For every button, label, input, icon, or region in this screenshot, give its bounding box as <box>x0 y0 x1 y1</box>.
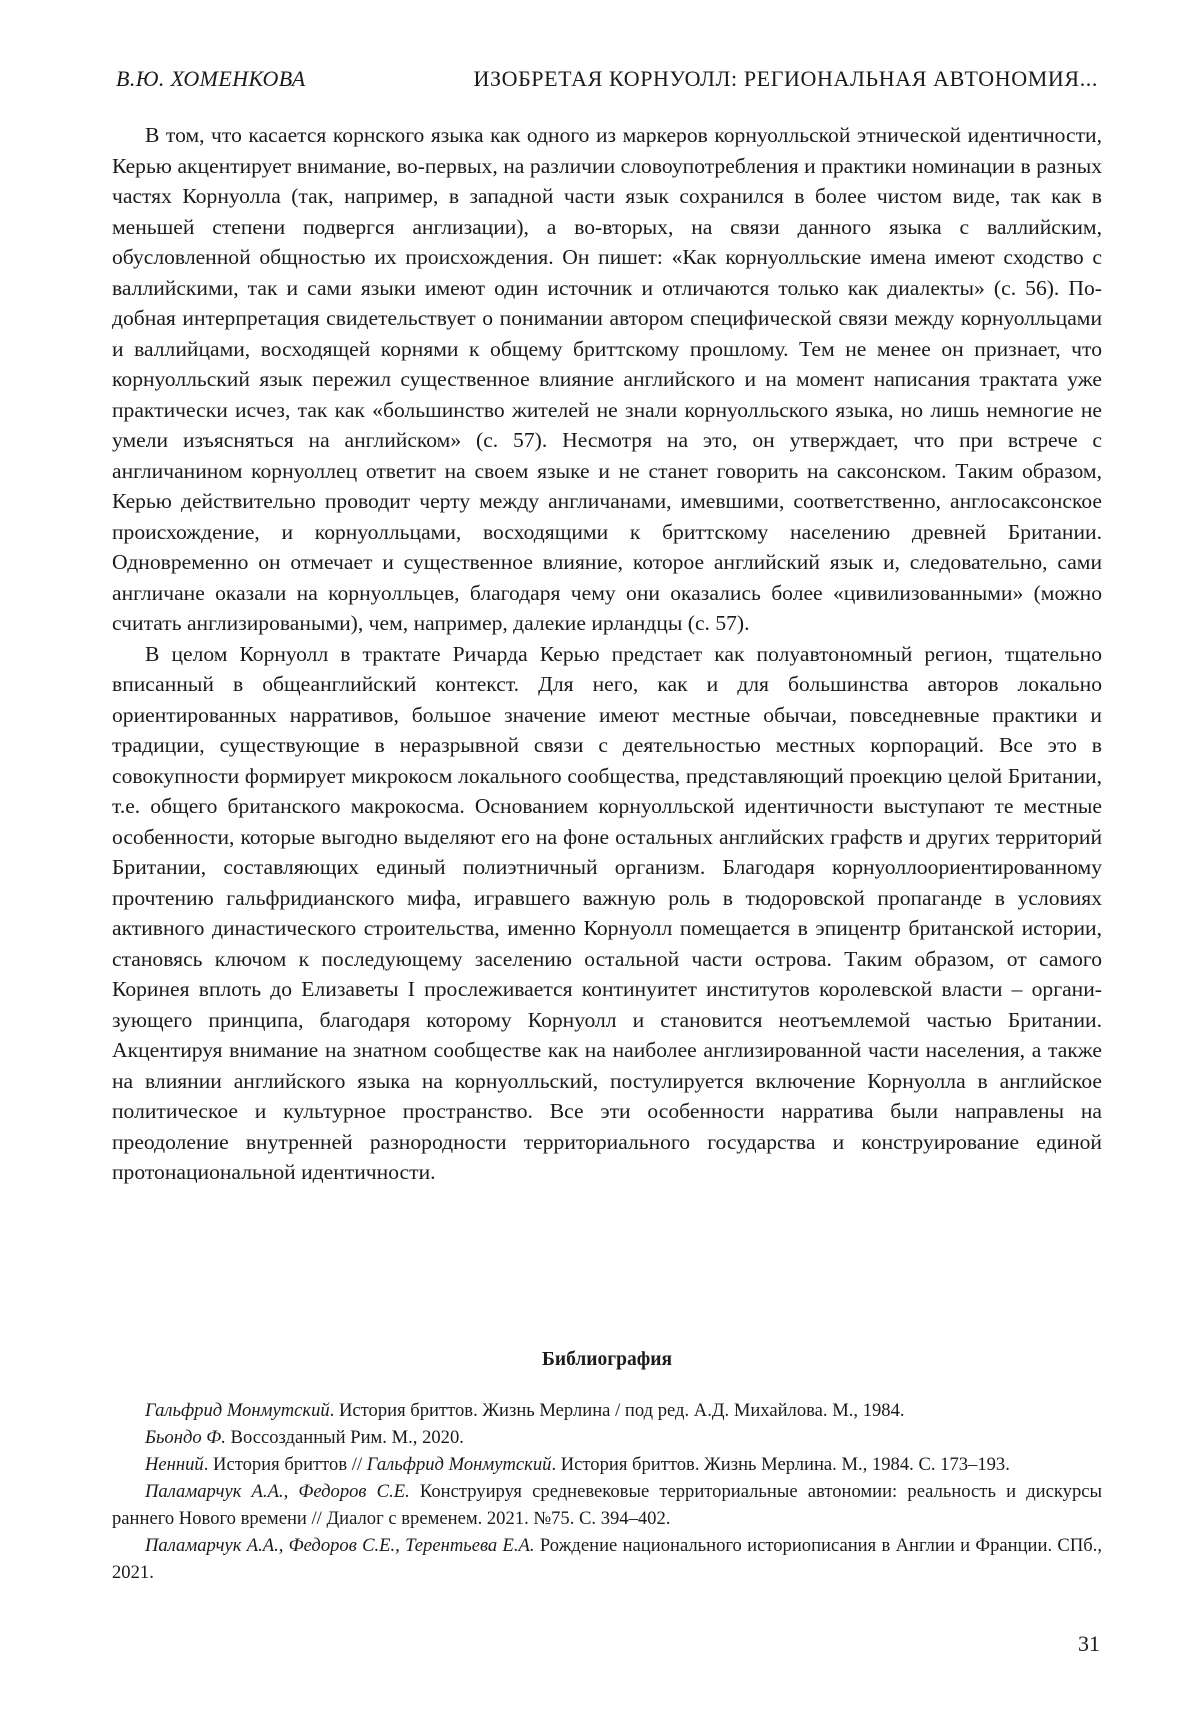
bibliography-entry <box>112 1532 1102 1586</box>
bib-entry-author: Гальфрид Монмутский <box>145 1400 330 1421</box>
bibliography-list <box>112 1397 1102 1586</box>
bib-entry-author-2: Гальфрид Монмутский <box>367 1454 552 1475</box>
bib-entry-text: Воссозданный Рим. М., 2020. <box>226 1427 464 1448</box>
bib-entry-author: Ненний <box>145 1454 204 1475</box>
running-head <box>112 66 1098 100</box>
journal-page <box>0 0 1200 1719</box>
bibliography-entry <box>112 1478 1102 1532</box>
bibliography-entry <box>112 1451 1102 1478</box>
bib-entry-text: Конструируя средневековые территориальные автономии: реаль­ность и дискурсы раннего Нового времени // Диалог с временем. 2021. №75. С. 394–402. <box>112 1481 1102 1529</box>
bib-entry-author: Бьондо Ф. <box>145 1427 226 1448</box>
body-paragraph-2: В целом Корнуолл в трактате Ричарда Керью предстает как полуавтономный реги­он, тщательно вписанный в общеанглийский контекст. Для него, как и для большин­ства авторов локально ориентированных нарративов, большое значение имеют местные обычаи, повседневные практики и традиции, существующие в неразрывной связи с дея­тельностью местных корпораций. Все это в совокупности формирует микрокосм локаль­ного сообщества, представляющий проекцию целой Британии, т.е. общего британского макрокосма. Основанием корнуолльской идентичности выступают те местные особен­ности, которые выгодно выделяют его на фоне остальных английских графств и других территорий Британии, составляющих единый полиэтничный организм. Благодаря кор­нуоллоориентированному прочтению гальфридианского мифа, игравшего важную роль в тюдоровской пропаганде в условиях активного династического строительства, именно Корнуолл помещается в эпицентр британской истории, становясь ключом к последую­щему заселению остальной части острова. Таким образом, от самого Коринея вплоть до Елизаветы I прослеживается континуитет институтов королевской власти – органи­зующего принципа, благодаря которому Корнуолл и становится неотъемлемой частью Британии. Акцентируя внимание на знатном сообществе как на наиболее англизирован­ной части населения, а также на влиянии английского языка на корнуолльский, посту­лируется включение Корнуолла в английское политическое и культурное пространство. Все эти особенности нарратива были направлены на преодоление внутренней разно­родности территориального государства и конструирование единой протонациональной идентичности. <box>112 639 1102 1188</box>
bibliography-entry <box>112 1424 1102 1451</box>
page-number: 31 <box>1078 1631 1100 1657</box>
header-author: В.Ю. ХОМЕНКОВА <box>116 66 306 92</box>
bib-entry-author: Паламарчук А.А., Федоров С.Е., Терентьева Е.А. <box>145 1535 535 1556</box>
bib-entry-text: . История бриттов. Жизнь Мерлина / под ред. А.Д. Михайлова. М., 1984. <box>330 1400 905 1421</box>
header-title: ИЗОБРЕТАЯ КОРНУОЛЛ: РЕГИОНАЛЬНАЯ АВТОНОМИЯ... <box>473 66 1098 92</box>
body-paragraph-1: В том, что касается корнского языка как одного из маркеров корнуолльской этниче­ской идентичности, Керью акцентирует внимание, во-первых, на различии словоупотре­бления и практики номинации в разных частях Корнуолла (так, например, в западной части язык сохранился в более чистом виде, так как в меньшей степени подвергся англи­зации), а во-вторых, на связи данного языка с валлийским, обусловленной общностью их происхождения. Он пишет: «Как корнуолльские имена имеют сходство с валлийскими, так и сами языки имеют один источник и отличаются только как диалекты» (с. 56). По­добная интерпретация свидетельствует о понимании автором специфической связи меж­ду корнуолльцами и валлийцами, восходящей корнями к общему бриттскому прошлому. Тем не менее он признает, что корнуолльский язык пережил существенное влияние ан­глийского и на момент написания трактата уже практически исчез, так как «большин­ство жителей не знали корнуолльского языка, но лишь немногие не умели изъясняться на английском» (с. 57). Несмотря на это, он утверждает, что при встрече с англичанином корнуоллец ответит на своем языке и не станет говорить на саксонском. Таким образом, Керью действительно проводит черту между англичанами, имевшими, соответственно, англосаксонское происхождение, и корнуолльцами, восходящими к бриттскому населе­нию древней Британии. Одновременно он отмечает и существенное влияние, которое английский язык и, следовательно, сами англичане оказали на корнуолльцев, благодаря чему они оказались более «цивилизованными» (можно считать англизироваными), чем, например, далекие ирландцы (с. 57). <box>112 120 1102 639</box>
bib-entry-text: . История бриттов // <box>204 1454 367 1475</box>
bibliography-entry <box>112 1397 1102 1424</box>
article-body <box>112 120 1102 1188</box>
bib-entry-author: Паламарчук А.А., Федоров С.Е. <box>145 1481 410 1502</box>
bib-entry-text: Рождение национального историописания в Ан­глии и Франции. СПб., 2021. <box>112 1535 1102 1583</box>
bibliography-heading: Библиография <box>112 1349 1102 1371</box>
bib-entry-text-2: . История бриттов. Жизнь Мерлина. М., 1984. С. 173–193. <box>551 1454 1009 1475</box>
